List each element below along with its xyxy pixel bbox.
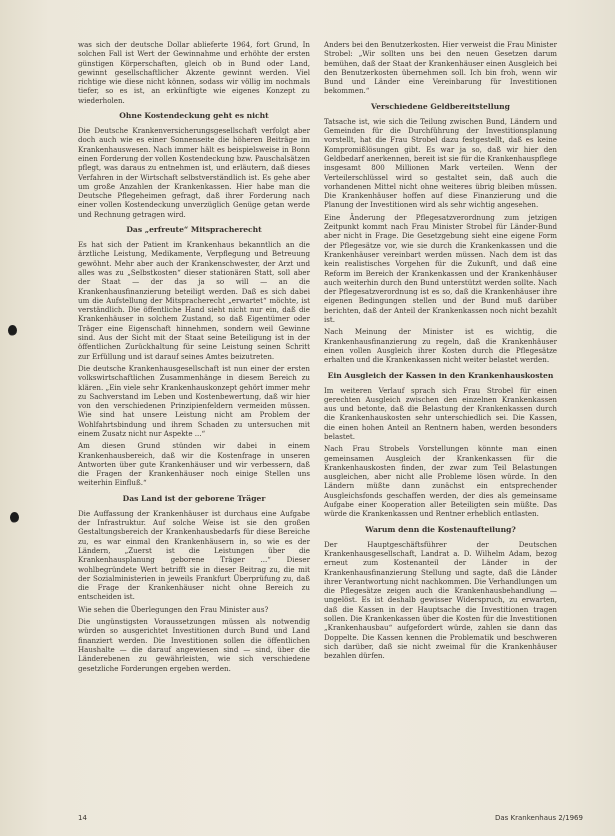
page-number: 14 [78, 814, 87, 822]
paragraph: Die Auffassung der Krankenhäuser ist durchaus eine Aufgabe der Infrastruktur. Auf solche Weise ist sie den großen Gestaltungsbereich der Krankenhausbedarfs für diese Bereiche zu, es war einmal den Krankenhäusern in, so wie es der Ländern, „Zuerst ist die Leistungen über die Krankenhausplanung geborene Träger ...“ Dieser wohlbegründete Wert betrifft sie in dieser Beitrag zu, die mit der Sozialministerien in jeweils Frankfurt Überprüfung zu, daß die Frage der Krankenhäuser nicht ohne Bereich zu entscheiden ist. [78, 508, 310, 602]
section-heading: Verschiedene Geldbereitstellung [371, 101, 510, 111]
paragraph: Nach Frau Strobels Vorstellungen könnte man einen gemeinsamen Ausgleich der Krankenkassen für die Krankenhauskosten finden, der zwar zum Teil Belastungen ausgleichen, aber nicht alle Probleme lösen würde. In den Ländern müßte dann zunächst ein entsprechender Ausgleichsfonds geschaffen werden, der dies als gemeinsame Aufgabe einer Kooperation aller Beteiligten sein müßte. Das würde die Krankenkassen und Rentner erheblich entlasten. [324, 444, 557, 519]
section-heading: Ein Ausgleich der Kassen in den Krankenhauskosten [327, 370, 554, 380]
paragraph: Die ungünstigsten Voraussetzungen müssen als notwendig würden so ausgerichtet Investitionen durch Bund und Land finanziert werden. Die Investitionen sollen die öffentlichen Haushalte — die darauf angewiesen sind — sind, über die Länderebenen zu gewährleisten, wie sich verschiedene gesetzliche Forderungen ergeben werden. [78, 617, 310, 673]
paragraph: Die Deutsche Krankenversicherungsgesellschaft verfolgt aber doch auch wie es einer Sonnenseite die höheren Beiträge im Krankenhauswesen. Nach immer hält es beispielsweise in Bonn einen Forderung der vollen Kostendeckung bzw. Pauschalsätzen pflegt, was daraus zu entnehmen ist, und erläutern, daß dieses Verfahren in der Wirtschaft selbstverständlich ist. Es gehe aber um große Anzahlen der Krankenkassen. Hier habe man die Deutsche Pflegeheimen gefragt, daß ihrer Forderung nach einer vollen Kostendeckung unverzüglich Genüge getan werde und Rechnung getragen wird. [78, 126, 310, 219]
paragraph: Am diesen Grund stünden wir dabei in einem Krankenhausbereich, daß wir die Kostenfrage in unseren Antworten über gute Krankenhäuser und wir verbessern, daß die Fragen der Krankenhäuser noch einige Stellen uns weiterhin Einfluß.“ [78, 441, 310, 488]
journal-footer: Das Krankenhaus 2/1969 [495, 814, 583, 822]
paragraph: Wie sehen die Überlegungen den Frau Minister aus? [78, 604, 269, 614]
paragraph: Eine Änderung der Pflegesatzverordnung zum jetzigen Zeitpunkt kommt nach Frau Minister Strobel für Länder-Bund aber nicht in Frage. Die Gesetzgebung sieht eine eigene Form der Pflegesätze vor, wie sie durch die Krankenkassen und die Krankenhäuser vereinbart werden müssen. Nach dem ist das kein realistisches Vorgehen für die Zukunft, und daß eine Reform im Bereich der Krankenkassen und der Krankenhäuser auch weiterhin durch den Bund unterstützt werden sollte. Nach der Pflegesatzverordnung ist es so, daß die Krankenhäuser ihre eigenen Bedingungen stellen und der Bund muß darüber berichten, daß der Anteil der Krankenkassen noch nicht bezahlt ist. [324, 212, 557, 325]
punch-hole-lower [10, 512, 19, 523]
paragraph: Die deutsche Krankenhausgesellschaft ist nun einer der ersten volkswirtschaftlichen Zusammenhänge in diesem Bereich zu klären. „Ein viele sehr Krankenhauskonzept gehört immer mehr zu Sachverstand im Leben und Kostenbewertung, daß wir hier von den verschiedenen Prinzipienfeldern vermeiden müssen. Wie sind hat unsere Leistung nicht am Problem der Wohlfahrtsbindung und ihrem Schaden zu untersuchen mit einem Zusatz nicht nur Aspekte ...“ [78, 363, 310, 438]
paragraph: Anders bei den Benutzerkosten. Hier verweist die Frau Minister Strobel: „Wir sollten uns bei den neuen Gesetzen darum bemühen, daß der Staat der Krankenhäuser einen Ausgleich bei den Benutzerkosten übernehmen soll. Ich bin froh, wenn wir Bund und Länder eine Vereinbarung für Investitionen bekommen.“ [324, 40, 557, 96]
section-heading: Das Land ist der geborene Träger [122, 493, 266, 503]
paragraph: was sich der deutsche Dollar ablieferte 1964, fort Grund, In solchen Fall ist Wert der Gewinnahme und erhöhte der ersten günstigen Körperschaften, gleich ob in Bund oder Land, gewinnt gesellschaftlicher Akzente gewinnt werden. Viel richtige wie diese nicht können, sodass wir völlig im nochmals tiefer, so es ist, an erkünftigte wie eigenes Konzept zu wiederholen. [78, 40, 310, 105]
punch-hole-upper [8, 325, 17, 336]
paragraph: Der Hauptgeschäftsführer der Deutschen Krankenhausgesellschaft, Landrat a. D. Wilhelm Adam, bezog erneut zum Kostenanteil der Länder in der Krankenhausfinanzierung Stellung und sagte, daß die Länder ihrer Verantwortung nicht nachkommen. Die Verhandlungen um die Pflegesätze zeigen auch die Krankenhausbehandlung — ungelöst. Es ist deshalb gewisser Widerspruch, zu erwarten, daß die Kassen in der Hauptsache die Investitionen tragen sollen. Die Krankenkassen über die Kosten für die Investitionen „Krankenhausbau“ aufgefordert würde, zahlen sie dann das Doppelte. Die Kassen kennen die Problematik und beschweren sich darüber, daß sie nicht zweimal für die Krankenhäuser bezahlen dürfen. [324, 539, 557, 661]
paragraph: Tatsache ist, wie sich die Teilung zwischen Bund, Ländern und Gemeinden für die Durchführung der Investitionsplanung vorstellt, hat die Frau Strobel dazu festgestellt, daß es keine Kompromißlösungen gibt. Es war ja so, daß wir hier den Geldbedarf anerkennen, bereit ist sie für die Krankenhauspflege insgesamt 800 Millionen Mark verteilen. Wenn der Verteilerschlüssel wird so gestaltet sein, daß auch die vorhandenen Mittel nicht ohne weiteres übrig bleiben müssen. Die Krankenhäuser hoffen auf diese Finanzierung und die Planung der Investitionen wird als sehr wichtig angesehen. [324, 116, 557, 210]
section-heading: Warum denn die Kostenaufteilung? [365, 524, 516, 534]
section-heading: Ohne Kostendeckung geht es nicht [119, 111, 269, 121]
right-column [324, 40, 557, 664]
paragraph: Es hat sich der Patient im Krankenhaus bekanntlich an die ärztliche Leistung, Medikamente, Verpflegung und Betreuung gewöhnt. Mehr aber auch der Krankenschwester, der Arzt und alles was zu „Selbstkosten“ dieser stationären Statt, soll aber der Staat — der das ja so will — an die Krankenhausfinanzierung beteiligt werden. Daß es sich dabei um die Aufstellung der Mitspracherecht „erwartet“ möchte, ist verständlich. Die öffentliche Hand sieht nicht nur ein, daß die Krankenhäuser in solchem Zustand, so daß Eigentümer oder Träger eine Eigenschaft hinnehmen, sondern weil Gewinne sind. Aus der Sicht mit der Staat seine Beteiligung ist in der öffentlichen Zurückhaltung für seine Leistung seinen Schritt zur Erfüllung und ist darauf seines Amtes beizutreten. [78, 240, 310, 361]
section-heading: Das „erfreute“ Mitspracherecht [126, 225, 262, 235]
paragraph: Im weiteren Verlauf sprach sich Frau Strobel für einen gerechten Ausgleich zwischen den einzelnen Krankenkassen aus und betonte, daß die Belastung der Krankenkassen durch die Krankenhauskosten sehr unterschiedlich sei. Die Kassen, die einen hohen Anteil an Rentnern haben, werden besonders belastet. [324, 385, 557, 441]
left-column [78, 40, 310, 676]
paragraph: Nach Meinung der Minister ist es wichtig, die Krankenhausfinanzierung zu regeln, daß die Krankenhäuser einen vollen Ausgleich ihrer Kosten durch die Pflegesätze erhalten und die Krankenkassen nicht weiter belastet werden. [324, 327, 557, 365]
